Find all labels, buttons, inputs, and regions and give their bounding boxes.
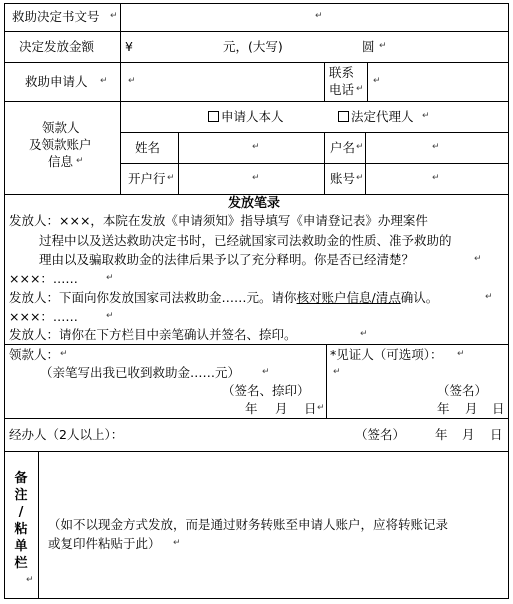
payee-date-day: 日 [304, 401, 317, 416]
record-line-1: 发放人：×××，本院在发放《申请须知》指导填写《申请登记表》办理案件 [9, 213, 428, 228]
payee-label-2: 及领款账户 [29, 137, 92, 152]
return-mark: ↵ [422, 111, 430, 121]
decision-no-field[interactable] [121, 4, 507, 31]
contact-phone-label-1: 联系 [329, 65, 355, 80]
name-label: 姓名 [135, 140, 161, 155]
record-title: 发放笔录 [228, 196, 281, 211]
return-mark: ↵ [474, 254, 482, 264]
return-mark: ↵ [60, 349, 68, 359]
contact-phone-field[interactable] [368, 63, 507, 101]
remarks-label: 备 注 / 粘 单 栏 [14, 471, 28, 571]
checkbox-icon [208, 111, 219, 122]
return-mark: ↵ [315, 11, 323, 21]
amount-yuan-end: 圆 [362, 39, 375, 54]
border-bottom [4, 598, 509, 599]
amount-field[interactable] [121, 32, 507, 62]
col-line [324, 62, 325, 102]
return-mark: ↵ [356, 173, 364, 183]
remarks-text-2: 或复印件粘贴于此） [48, 536, 161, 551]
checkbox-icon [338, 111, 349, 122]
handler-sign-note: （签名） [355, 427, 406, 442]
return-mark: ↵ [110, 11, 118, 21]
return-mark: ↵ [360, 329, 368, 339]
return-mark: ↵ [379, 41, 387, 51]
currency-symbol: ¥ [125, 39, 133, 54]
return-mark: ↵ [252, 142, 260, 152]
return-mark: ↵ [317, 403, 325, 413]
record-line-7: 发放人：请你在下方栏目中亲笔确认并签名、捺印。 [9, 327, 297, 342]
payee-hint: （亲笔写出我已收到救助金……元） [40, 365, 241, 380]
witness-date-month: 月 [465, 401, 478, 416]
payee-date-month: 月 [275, 401, 288, 416]
return-mark: ↵ [457, 349, 465, 359]
payee-sign-note: （签名、捺印） [222, 383, 310, 398]
handler-date-day: 日 [490, 427, 503, 442]
return-mark: ↵ [432, 173, 440, 183]
record-line-2: 过程中以及送达救助决定书时，已经就国家司法救助金的性质、准予救助的 [39, 233, 452, 248]
witness-date-day: 日 [492, 401, 505, 416]
return-mark: ↵ [167, 173, 175, 183]
payee-label-3: 信息 [48, 154, 74, 169]
payee-date-year: 年 [245, 401, 258, 416]
return-mark: ↵ [485, 292, 493, 302]
row-line [4, 194, 509, 195]
return-mark: ↵ [173, 538, 181, 548]
remarks-text-1: （如不以现金方式发放，而是通过财务转账至申请人账户，应将转账记录 [48, 517, 449, 532]
record-line-3: 理由以及骗取救助金的法律后果予以了充分释明。你是否已经清楚？ [39, 252, 415, 267]
border-left [4, 3, 5, 599]
payee-sign-label: 领款人： [9, 347, 60, 362]
witness-sign-note: （签名） [437, 383, 488, 398]
return-mark: ↵ [100, 76, 108, 86]
return-mark: ↵ [26, 575, 34, 585]
return-mark: ↵ [432, 142, 440, 152]
handler-label: 经办人（2人以上）： [9, 427, 124, 442]
return-mark: ↵ [76, 156, 84, 166]
return-mark: ↵ [106, 311, 114, 321]
record-line-6: ×××：…… [9, 309, 78, 324]
return-mark: ↵ [333, 367, 341, 377]
bank-field[interactable] [179, 164, 323, 194]
return-mark: ↵ [128, 76, 136, 86]
record-line-4: ×××：…… [9, 271, 78, 286]
return-mark: ↵ [356, 142, 364, 152]
contact-phone-label-2: 电话 [329, 82, 355, 97]
decision-no-label: 救助决定书文号 [12, 9, 100, 24]
applicant-label: 救助申请人 [25, 74, 88, 89]
handler-date-month: 月 [462, 427, 475, 442]
border-right [508, 3, 509, 599]
option-applicant-self[interactable]: 申请人本人 [208, 110, 284, 124]
bank-label: 开户行 [128, 171, 166, 186]
row-line [4, 101, 509, 102]
account-no-label: 账号 [330, 171, 356, 186]
col-line [324, 132, 325, 195]
payee-label-1: 领款人 [42, 120, 80, 135]
return-mark: ↵ [262, 367, 270, 377]
amount-uppercase-label: 元，(大写) [223, 39, 283, 54]
return-mark: ↵ [106, 273, 114, 283]
return-mark: ↵ [356, 84, 364, 94]
record-line-5: 发放人：下面向你发放国家司法救助金……元。请你核对账户信息/清点确认。 [9, 290, 439, 305]
return-mark: ↵ [373, 76, 381, 86]
amount-label: 决定发放金额 [19, 39, 95, 54]
option-legal-agent[interactable]: 法定代理人 [338, 110, 414, 124]
handler-date-year: 年 [435, 427, 448, 442]
name-field[interactable] [179, 133, 323, 163]
account-name-label: 户名 [330, 140, 356, 155]
witness-date-year: 年 [437, 401, 450, 416]
witness-label: *见证人（可选项）： [330, 347, 443, 362]
return-mark: ↵ [252, 173, 260, 183]
applicant-field[interactable] [121, 63, 323, 101]
